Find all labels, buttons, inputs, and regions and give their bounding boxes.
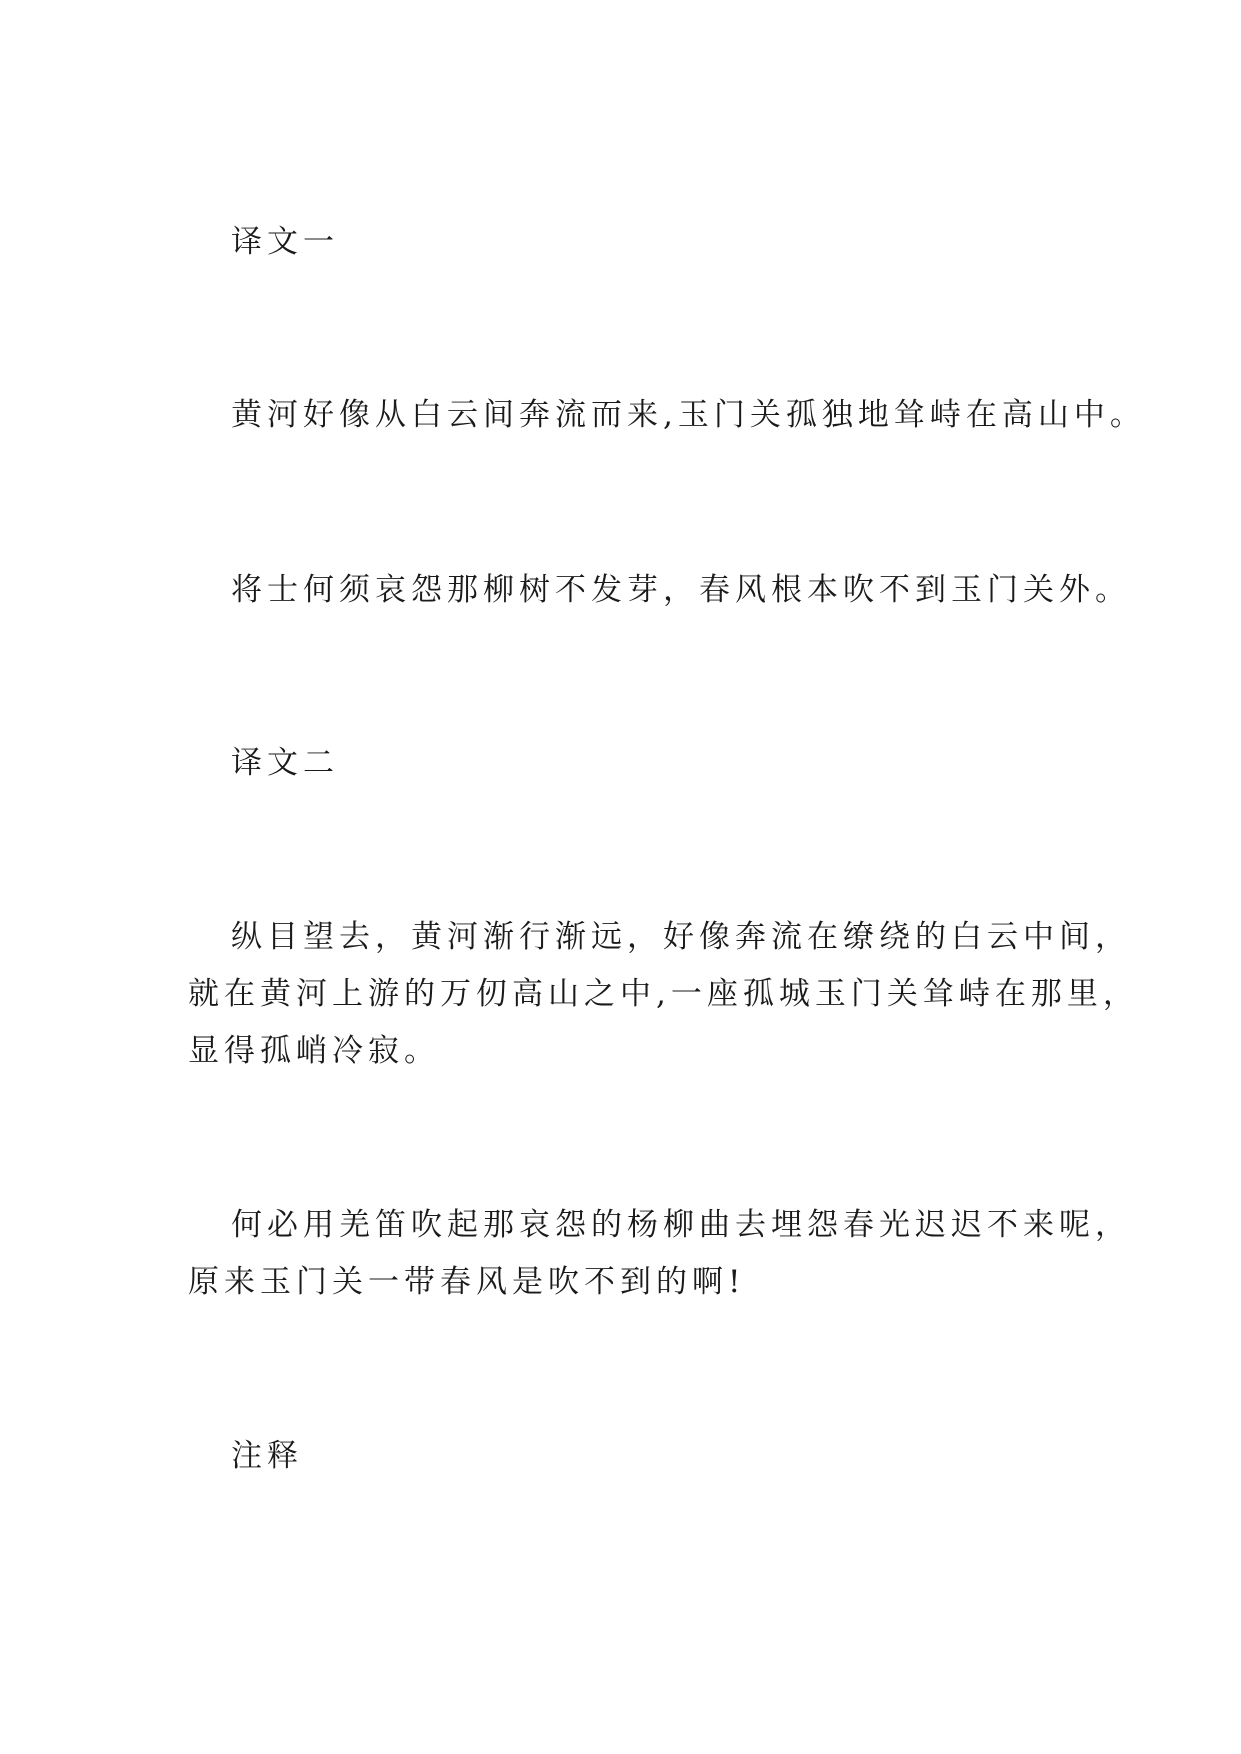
heading-translation-two: 译文二 bbox=[231, 745, 339, 781]
paragraph-line: 原来玉门关一带春风是吹不到的啊! bbox=[188, 1264, 746, 1300]
paragraph-line: 就在黄河上游的万仞高山之中,一座孤城玉门关耸峙在那里， bbox=[188, 976, 1139, 1012]
paragraph-line: 纵目望去，黄河渐行渐远，好像奔流在缭绕的白云中间， bbox=[231, 919, 1131, 955]
heading-notes: 注释 bbox=[231, 1438, 303, 1474]
heading-translation-one: 译文一 bbox=[231, 224, 339, 260]
paragraph-line: 黄河好像从白云间奔流而来,玉门关孤独地耸峙在高山中。 bbox=[231, 397, 1146, 433]
paragraph-line: 将士何须哀怨那柳树不发芽，春风根本吹不到玉门关外。 bbox=[231, 572, 1131, 608]
paragraph-line: 显得孤峭冷寂。 bbox=[188, 1033, 440, 1069]
paragraph-line: 何必用羌笛吹起那哀怨的杨柳曲去埋怨春光迟迟不来呢， bbox=[231, 1207, 1131, 1243]
